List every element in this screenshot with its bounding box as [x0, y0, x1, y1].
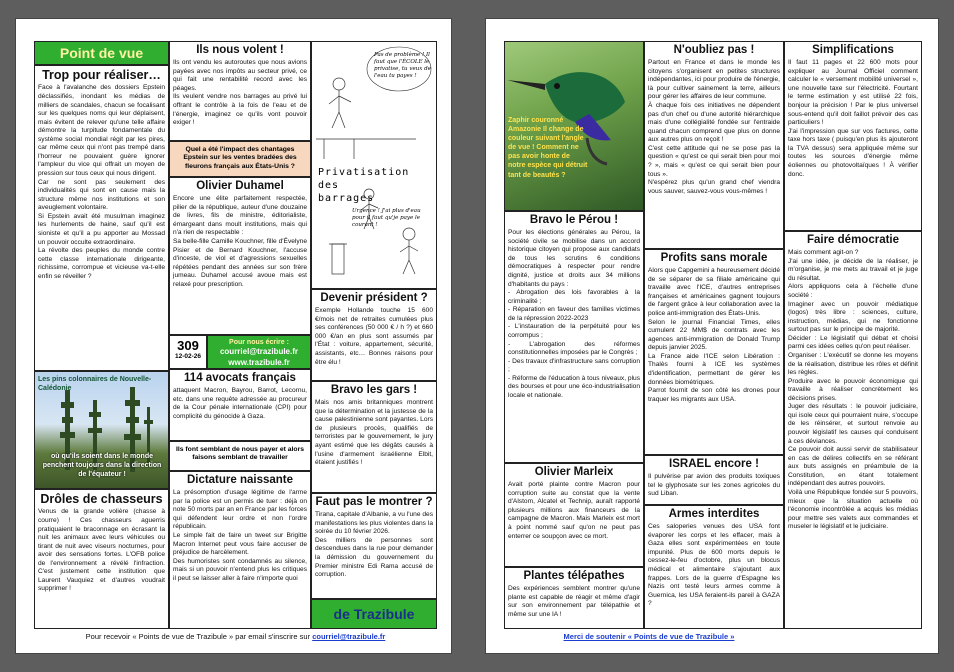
footer-text: Pour recevoir « Points de vue de Trazibule » par email s'inscrire sur: [85, 632, 313, 641]
nc-overlay: où qu'ils soient dans le monde penchent toujours dans la direction de l'équateur !: [42, 453, 162, 479]
issue-number: [169, 335, 207, 369]
article-body: Alors que Capgemini a heureusement décidé de se séparer de sa filiale américaine qui travaille avec l'ICE, d'autres entreprises françaises et américaines gagnent toujours de l'argent grâce à leur collaboration avec la police anti-immigration des États-Unis. Selon le journal Financial Times, elles cumulent 22 MM$ de contrats avec les agences anti-immigration de Donald Trump depuis janvier 2025. La France aide l'ICE selon Libération : Thalès fourni à ICE les systèmes d'identification, permettant de gérer les données biométriques. Parrot fournit de son côté les drones pour traquer les migrants aux USA.: [648, 267, 780, 403]
contact-site[interactable]: www.trazibule.fr: [228, 358, 290, 368]
article-droles: [34, 489, 169, 629]
article-title: Bravo le Pérou !: [529, 214, 619, 226]
article-body: Encore une élite parfaitement respectée, pilier de la république, auteur d'une douzaine de livres, fils de ministre, éditorialiste, émargeant dans moult institutions, mais qui n'a rien de respectable : Sa belle-fille Camille Kouchner, fille d'Évelyne Pisier et de Bernard Kouchner, l'accuse d'inceste, de viol et d'agressions sexuelles répétées pendant des années sur son frère jumeau. Duhamel accusé avoue mais est relaxé pour prescription.: [173, 195, 307, 288]
article-title: Faut pas le montrer ?: [315, 496, 433, 508]
article-title: Dictature naissante: [186, 474, 294, 486]
article-title: Profits sans morale: [660, 252, 768, 264]
left-footer: [34, 632, 437, 641]
article-title: ISRAEL encore !: [669, 458, 759, 470]
article-body: attaquent Macron, Bayrou, Barrot, Lecornu, etc. dans une requête adressée au procureur de la Cour pénale internationale (CPI) pour complicité du génocide à Gaza.: [173, 387, 307, 420]
article-oubliez: [644, 41, 784, 249]
article-body: Avait porté plainte contre Macron pour corruption suite au constat que la vente d'Alstom, Alcatel et Technip, auraît rapporté plusieurs millions aux financeurs de la campagne de Macron. Mais Marleix est mort à point nommé sauf qu'on ne peut pas enterrer ce soupçon avec ce mort.: [508, 481, 640, 540]
contact-write: Pour nous écrire :: [229, 339, 289, 346]
article-body: Exemple Hollande touche 15 600 €/mois net de retraites cumulées plus ses conférences (50 000 € / h ?) et 660 000 €/an en plus sont assumés par l'État : voiture, appartement, sécurité, assistants, etc… Bonnes raisons pour être élu !: [315, 307, 433, 366]
article-title: Trop pour réaliser…: [42, 68, 161, 82]
article-body: Mais comment agit-on ? J'ai une idée, je décide de la réaliser, je m'organise, je me mets au travail et je juge du résultat. Alors appliquons cela à l'échelle d'une société : Imaginer avec un pouvoir médiatique (logos) très libre : sciences, culture, instruction, médias, qui ne fonctionne surtout pas sur le principe de majorité. Décider : Le législatif qui débat et choisi parmi ces idées celles qu'on peut réaliser. Organiser : L'exécutif se donne les moyens de la réalisation, distribue les rôles et définit les règles. Produire avec le pouvoir économique qui travaille à réaliser concrètement les décisions prises. Juger des résultats : le pouvoir judiciaire, qui isole ceux qui pourraient nuire, s'occupe de les réinsérer, et surtout renvoie au pouvoir législatif les causes qui conduisent à ces déviances. Ce pouvoir doit aussi servir de stabilisateur en cas de délires collectifs en se référant aux buts assignés en préambule de la Constitution, en étant totalement indépendant des autres pouvoirs. Voilà une République fondée sur 5 pouvoirs, mieux que la situation actuelle où l'économie incontrôlée a acquis les médias pour mettre ses valets aux commandes et museler le législatif et le judiciaire.: [788, 249, 918, 531]
issue-date: 12-02-26: [174, 353, 202, 360]
bird-caption: Zaphir couronné Amazonie Il change de couleur suivant l'angle de vue ! Comment ne pas avoir honte de notre espèce qui détruit tant de beautés ?: [508, 117, 588, 179]
article-dictature: [169, 471, 311, 629]
article-title: Olivier Marleix: [534, 466, 614, 478]
issue-num: 309: [177, 338, 199, 353]
epstein-question: Quel a été l'impact des chantages Epstein sur les ventes bradées des fleurons français aux États-Unis ?: [169, 141, 311, 177]
left-page: [15, 18, 452, 654]
article-body: Tirana, capitale d'Albanie, a vu l'une des manifestations les plus violentes dans la soirée du 10 février 2026. Des milliers de personnes sont descendues dans la rue pour demander la démission du gouvernement du Premier ministre Edi Rama accusé de corruption.: [315, 511, 433, 579]
article-title: Drôles de chasseurs: [40, 492, 163, 506]
cartoon: [311, 41, 437, 289]
cartoon-speech-2: Urgence ! J'ai plus d'eau pour il faut qu'je paye le courant !: [352, 208, 421, 229]
article-profits: [644, 249, 784, 455]
article-plantes: [504, 567, 644, 629]
contact-box: [207, 335, 311, 369]
article-title: Faire démocratie: [806, 234, 900, 246]
article-title: Plantes télépathes: [523, 570, 625, 582]
article-duhamel: [169, 177, 311, 335]
footer-email[interactable]: courriel@trazibule.fr: [312, 632, 386, 641]
article-title: Armes interdites: [668, 508, 760, 520]
article-body: Pour les élections générales au Pérou, la société civile se mobilise dans un accord historique citoyen qui propose aux candidats de tous les scrutins 6 conditions démocratiques à respecter pour rendre dignité, justice et droits aux 34 millions d'habitants du pays : - Abrogation des lois favorables à la criminalité ; - Réparation en faveur des familles victimes de la répression 2022-2023 - L'instauration de la perpétuité pour les corrompus ; - L'abrogation des réformes constitutionnelles imposées par le Congrès ; - Des travaux d'infrastructure sans corruption ; - Réforme de l'éducation à tous niveaux, plus des bourses et pour une éco-industrialisation locale et nationale.: [508, 229, 640, 399]
article-body: Des expériences semblent montrer qu'une plante est capable de réagir et même d'agir sur son environnement par télépathie et même sur une IA !: [508, 585, 640, 618]
article-title: N'oubliez pas !: [673, 44, 755, 56]
article-volent: [169, 41, 311, 141]
article-title: Bravo les gars !: [330, 384, 418, 396]
article-body: Partout en France et dans le monde les citoyens s'organisent en petites structures indépendantes, ici pour produire de l'énergie, là pour cultiver sainement la terre, ailleurs pour gérer les affaires de leur commune. À chaque fois ces initiatives ne dépendent pas d'un chef ou d'une autorité hiérarchique mais d'une collégialité fondée sur l'entraide quand chacun comprend que plus on donne aux autres plus on reçoit ! C'est cette attitude qui ne se pose pas la question « qu'est ce qui serait bien pour moi ? », mais « qu'est ce qui serait bien pour tous ». N'espérez plus qu'un grand chef viendra vous sauver, sauvez-vous vous-mêmes !: [648, 59, 780, 195]
cartoon-title: Privatisation des barrages: [318, 167, 410, 204]
article-body: Face à l'avalanche des dossiers Epstein déclassifiés, inondant les médias de milliers de scandales, chacun se focalisant sur les quelques noms qui leur déplaisent, mais évitent de relever qu'une telle affaire démontre la turpitude fondamentale du système social mondial régit par les pires, car même ceux qui n'ont pas trempé dans l'horreur ne pouvaient guère ignorer l'ampleur du vice qui offrait un moyen de pression sur tous ceux qui nous dirigent. Car ne sont pas seulement des individualités qui sont en cause mais la structure même nos institutions et son aveuglement volontaire. Si Epstein avait été musulman imaginez les hurlements de haine, sauf qu'il est sioniste et qu'il a pu apporter au Mossad un pouvoir occulte extraordinaire. La révolte des peuples du monde contre cette classe internationale dirigeante, richissime, corrompue et vicieuse va-t-elle enfin se réveiller ?: [38, 84, 165, 280]
bird-photo: [504, 41, 644, 211]
article-body: Ils ont vendu les autoroutes que nous avions payées avec nos impôts au secteur privé, ce qui fait une rentabilité record avec les péages. Ils veulent vendre nos barrages au privé lui offrant le contrôle à la fois de l'eau et de l'énergie, imaginez ce qu'ils vont pouvoir exiger !: [173, 59, 307, 127]
right-page: [485, 18, 939, 654]
article-marleix: [504, 463, 644, 567]
article-title: Olivier Duhamel: [196, 180, 284, 192]
article-body: Il pulvérise par avion des produits toxiques tel le glyphosate sur les zones agricoles du sud Liban.: [648, 473, 780, 498]
article-armes: [644, 505, 784, 629]
article-title: Simplifications: [812, 44, 894, 56]
article-body: Il faut 11 pages et 22 600 mots pour expliquer au Journal Officiel comment calculer le « versement mobilité universel », une nouvelle taxe sur l'électricité. Fourtant le terme estimation y est utilisé 22 fois, bonjour la précision ! Par le plus universel sous-entend qu'il doit faillot prévoir des cas particuliers ! J'ai l'impression que sur vos factures, cette taxe hors taxe ( puisqu'en plus ils ajouteront la TVA dessus) sera appliquée même sur toutes les sources d'énergie même éoliennes ou photovoltaïques ! À vérifier donc.: [788, 59, 918, 178]
article-body: Mais nos amis britanniques montrent que la détermination et la justesse de la cause palestinienne sont payantes. Lors de plusieurs procès, qualifiés de terroristes par le gouvernement, le jury ayant estimé que les dégâts causés à l'usine d'armement israélienne Elbit, étaient justifiés !: [315, 399, 433, 467]
article-body: Venus de la grande volière (chasse à courre) ! Ces chasseurs aguerris pratiquaient le braconnage en écrasant la nuit les animaux avec leurs véhicules ou tirant de nuit avec viseurs nocturnes, pour avoir des sensations fortes. L'OFB police de l'environnement a révélé l'infraction. C'est justement cette institution que Laurent Vauquiez et d'autres voudrait supprimer !: [38, 508, 165, 593]
support-link[interactable]: Merci de soutenir « Points de vue de Trazibule »: [563, 632, 735, 641]
article-trop: [34, 65, 169, 371]
nc-caption: Les pins colonnaires de Nouvelle-Calédonie: [38, 376, 152, 393]
article-title: 114 avocats français: [184, 372, 296, 384]
article-simplifications: [784, 41, 922, 231]
article-bravo-gars: [311, 381, 437, 493]
article-israel: [644, 455, 784, 505]
article-title: Devenir président ?: [320, 292, 428, 304]
article-avocats: [169, 369, 311, 441]
article-title: Ils nous volent !: [196, 44, 284, 56]
payer-note: Ils font semblant de nous payer et alors faisons semblant de travailler: [169, 441, 311, 471]
article-montrer: [311, 493, 437, 599]
right-footer: [504, 632, 794, 641]
article-body: Ces saloperies venues des USA font évaporer les corps et les effacer, mais à Gaza elles sont expérimentées en toute impunité. Plus de 600 morts depuis le cessez-le-feu d'octobre, plus un blocus médical et alimentaire s'ajoutant aux frappes. Lors de la guerre d'Espagne les Nazis ont testé leurs armes comme à Guernica, les USA feraient-ils pareil à GAZA ?: [648, 523, 780, 608]
banner-bottom: de Trazibule: [311, 599, 437, 629]
article-body: La présomption d'usage légitime de l'arme par la police est un permis de tuer : déjà on note 50 morts par an en France par les forces qui défendent leur ordre et non l'ordre républicain. Le simple fait de faire un tweet sur Brigitte Macron Internet peut vous faire accuser de préjudice de harcèlement. Des humoristes sont condamnés au silence, mais si un pouvoir n'entend plus les critiques il peut se laisser aller à faire n'importe quoi: [173, 489, 307, 582]
article-devenir: [311, 289, 437, 381]
article-democratie: [784, 231, 922, 629]
cartoon-speech-1: Pas de problème ! Il faut que l'ÉCOLE le privatise, tu veux de l'eau tu payes !: [374, 52, 431, 80]
banner-top: Point de vue: [34, 41, 169, 65]
contact-email[interactable]: courriel@trazibule.fr: [219, 347, 299, 357]
nc-photo: [34, 371, 169, 489]
article-perou: [504, 211, 644, 463]
